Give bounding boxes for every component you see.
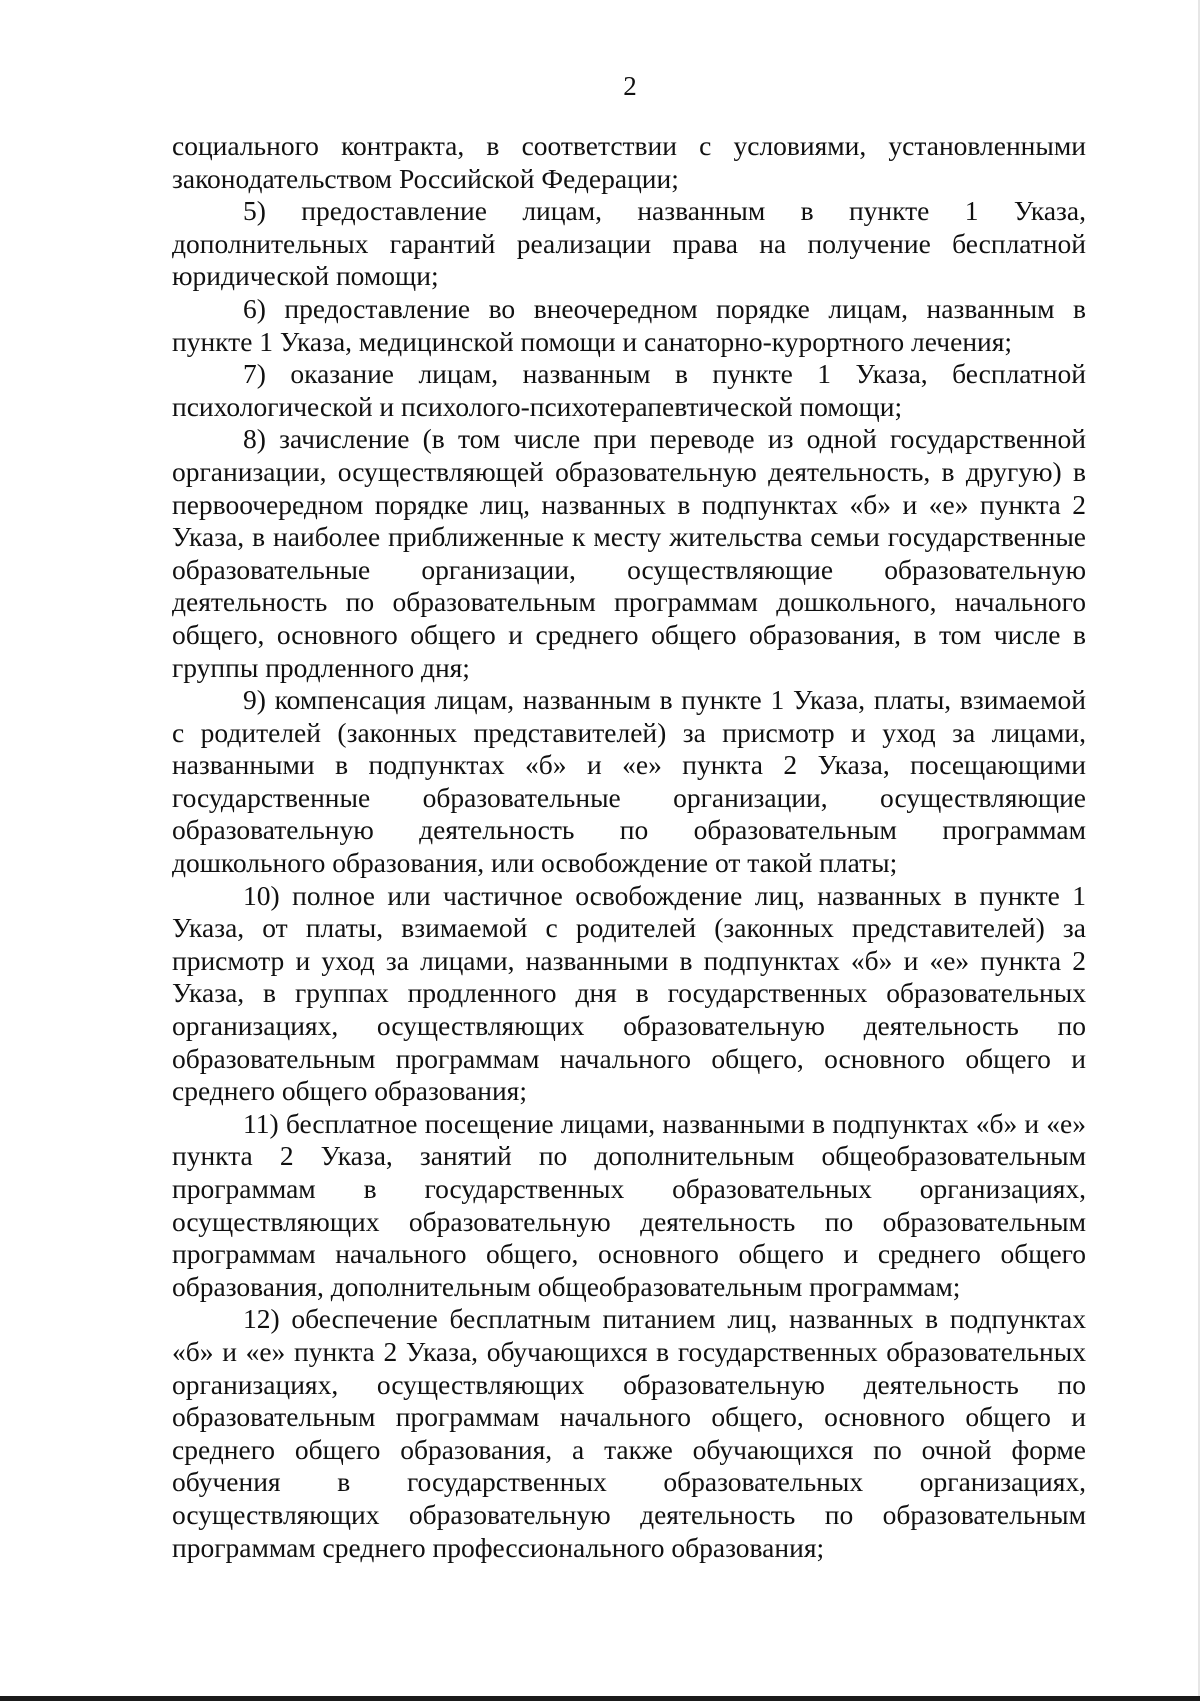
paragraph-item-10: 10) полное или частичное освобождение лиц, названных в пункте 1 Указа, от платы, взимаемой с родителей (законных представителей) за присмотр и уход за лицами, названными в подпунктах «б» и «е» пункта 2 Указа, в группах продленного дня в государственных образовательных организациях, осуществляющих образовательную деятельность по образовательным программам начального общего, основного общего и среднего общего образования; [172,879,1086,1107]
paragraph-item-8: 8) зачисление (в том числе при переводе из одной государственной организации, осуществляющей образовательную деятельность, в другую) в первоочередном порядке лиц, названных в подпунктах «б» и «е» пункта 2 Указа, в наиболее приближенные к месту жительства семьи государственные образовательные организации, осуществляющие образовательную деятельность по образовательным программам дошкольного, начального общего, основного общего и среднего общего образования, в том числе в группы продленного дня; [172,423,1086,683]
paragraph-item-9: 9) компенсация лицам, названным в пункте 1 Указа, платы, взимаемой с родителей (законных представителей) за присмотр и уход за лицами, названными в подпунктах «б» и «е» пункта 2 Указа, посещающими государственные образовательные организации, осуществляющие образовательную деятельность по образовательным программам дошкольного образования, или освобождение от такой платы; [172,684,1086,879]
page-number: 2 [623,71,637,101]
scan-bottom-edge [0,1696,1200,1701]
paragraph-item-12: 12) обеспечение бесплатным питанием лиц, названных в подпунктах «б» и «е» пункта 2 Указа, обучающихся в государственных образовательных организациях, осуществляющих образовательную деятельность по образовательным программам начального общего, основного общего и среднего общего образования, а также обучающихся по очной форме обучения в государственных образовательных организациях, осуществляющих образовательную деятельность по образовательным программам среднего профессионального образования; [172,1303,1086,1563]
document-body [172,130,1086,1564]
paragraph-item-5: 5) предоставление лицам, названным в пункте 1 Указа, дополнительных гарантий реализации права на получение бесплатной юридической помощи; [172,195,1086,292]
paragraph-continuation: социального контракта, в соответствии с условиями, установленными законодательством Российской Федерации; [172,130,1086,194]
paragraph-item-6: 6) предоставление во внеочередном порядке лицам, названным в пункте 1 Указа, медицинской помощи и санаторно-курортного лечения; [172,292,1086,357]
paragraph-item-7: 7) оказание лицам, названным в пункте 1 Указа, бесплатной психологической и психолого-психотерапевтической помощи; [172,358,1086,422]
paragraph-item-11: 11) бесплатное посещение лицами, названными в подпунктах «б» и «е» пункта 2 Указа, занятий по дополнительным общеобразовательным программам в государственных образовательных организациях, осуществляющих образовательную деятельность по образовательным программам начального общего, основного общего и среднего общего образования, дополнительным общеобразовательным программам; [172,1107,1086,1302]
